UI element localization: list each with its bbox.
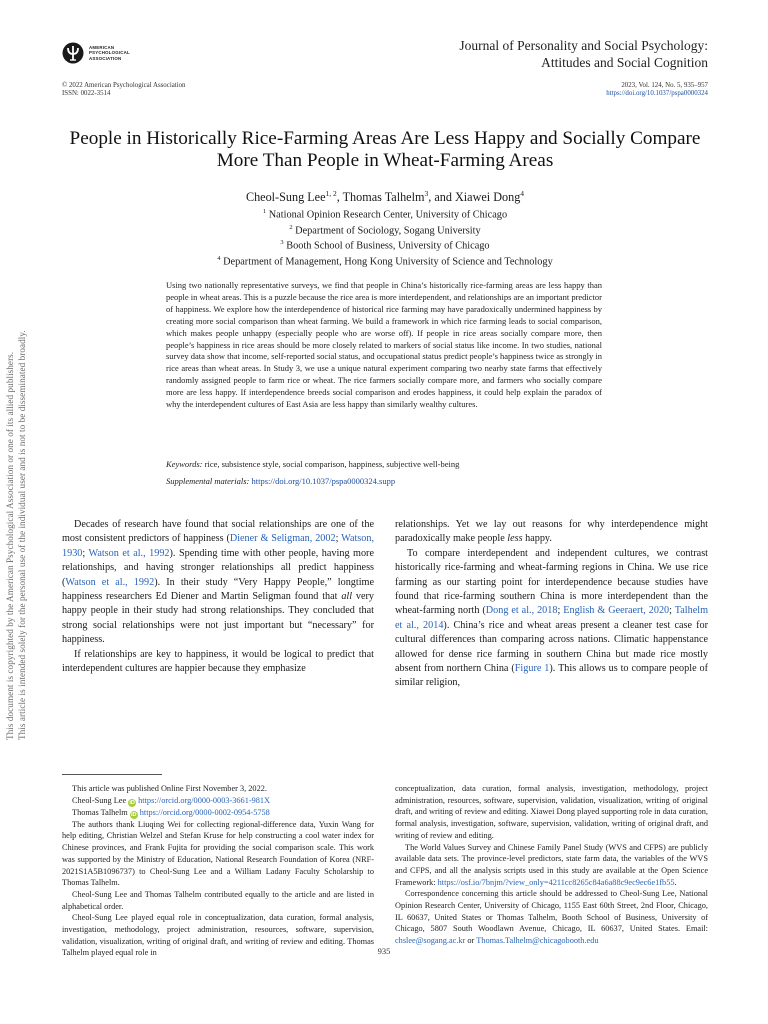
- affiliation-number: 3: [280, 239, 284, 247]
- issn-line: ISSN: 0022-3514: [62, 90, 111, 98]
- text-run: ;: [669, 605, 675, 617]
- text-run: happy.: [522, 533, 552, 545]
- body-paragraph: [395, 518, 708, 547]
- affiliation-text: Department of Management, Hong Kong University of Science and Technology: [220, 256, 553, 268]
- affiliation-text: Department of Sociology, Sogang University: [292, 225, 481, 237]
- text-run: ). In their study “Very Happy People,” longtime happiness researchers Ed Diener and Martin Seligman found that: [62, 576, 374, 603]
- supplemental-materials: [166, 476, 602, 487]
- psi-logo-icon: [62, 42, 84, 64]
- keywords: [166, 459, 602, 470]
- journal-name-line-2: Attitudes and Social Cognition: [541, 54, 708, 70]
- text-run: ;: [335, 533, 342, 545]
- correspondence-text: Correspondence concerning this article should be addressed to Cheol-Sung Lee, National Opinion Research Center, University of Chicago, 1155 East 60th Street, 2nd Floor, Chicago, IL 60637, United States or Thomas Talhelm, Booth School of Business, University of Chicago, 5807 South Woodlawn Avenue, Chicago, IL 60637, United States. Email:: [395, 889, 708, 934]
- copyright-side-note: [4, 270, 38, 740]
- affiliation-text: National Opinion Research Center, University of Chicago: [266, 209, 508, 221]
- citation-link[interactable]: Dong et al., 2018: [485, 605, 558, 617]
- affiliation-number: 4: [217, 254, 221, 262]
- data-availability-text: The World Values Survey and Chinese Family Panel Study (WVS and CFPS) are publicly available data sets. The province-level predictors, state farm data, the variables of the WVS and CFPS, and all the analysis scripts used in this study are available at the Open Science Framework:: [395, 842, 708, 887]
- author-separator: ,: [336, 190, 343, 205]
- author-name: Xiawei Dong: [454, 190, 521, 205]
- orcid-name-1: Cheol-Sung Lee: [72, 795, 127, 805]
- body-column-left: [62, 518, 374, 676]
- author-list: [62, 186, 708, 205]
- emphasis: all: [341, 591, 353, 603]
- footnote-rule: [62, 774, 162, 775]
- affiliation: [62, 206, 708, 222]
- equal-contribution-note: Cheol-Sung Lee and Thomas Talhelm contributed equally to the article and are listed in alphabetical order.: [62, 889, 374, 911]
- text-run: If relationships are key to happiness, it would be logical to predict that interdependent cultures are happier because they emphasize: [62, 648, 374, 675]
- affiliation-number: 1: [262, 208, 267, 215]
- affiliation-list: [62, 206, 708, 269]
- data-availability-end: .: [674, 877, 677, 887]
- affiliation: [62, 222, 708, 238]
- text-run: ;: [82, 547, 89, 559]
- emphasis: less: [507, 533, 523, 545]
- logo-word-3: ASSOCIATION: [89, 55, 122, 61]
- supplemental-label: Supplemental materials:: [166, 476, 250, 486]
- citation-link[interactable]: Watson, 1930: [62, 533, 374, 559]
- affiliation-number: 2: [289, 223, 293, 231]
- page-number: 935: [377, 946, 391, 956]
- author-name: Cheol-Sung Lee: [245, 190, 326, 205]
- affiliation: [62, 237, 708, 253]
- journal-name: [459, 38, 708, 71]
- supplemental-link[interactable]: https://doi.org/10.1037/pspa0000324.supp: [251, 476, 396, 486]
- citation-link[interactable]: Figure 1: [514, 663, 550, 675]
- journal-header: [62, 38, 708, 98]
- copyright-line: © 2022 American Psychological Association: [62, 82, 186, 89]
- author-name: Thomas Talhelm: [342, 190, 425, 205]
- logo-word-2: PSYCHOLOGICAL: [89, 50, 130, 56]
- body-paragraph: [395, 547, 708, 691]
- journal-name-line-1: Journal of Personality and Social Psychology:: [459, 38, 708, 53]
- footnotes-left: [62, 783, 374, 959]
- email-link-1[interactable]: chslee@sogang.ac.kr: [395, 936, 466, 946]
- doi-link[interactable]: https://doi.org/10.1037/pspa0000324: [606, 90, 708, 98]
- keywords-label: Keywords:: [166, 459, 203, 469]
- email-separator: or: [465, 936, 477, 946]
- author-affiliation-marker: 1, 2: [325, 189, 337, 198]
- orcid-line-1: [62, 795, 374, 807]
- text-run: To compare interdependent and independent cultures, we contrast historically rice-farming and wheat-farming regions in China. We use rice farming as our starting point for interdependence because studies have found that rice-farming southern China is more interdependent than the wheat-farming north (: [395, 547, 708, 617]
- text-run: ). This allows us to compare people of similar religion,: [395, 663, 708, 689]
- text-run: relationships. Yet we lay out reasons for why interdependence might paradoxically make people: [395, 519, 708, 545]
- author-roles-right: conceptualization, data curation, formal analysis, investigation, methodology, project administration, resources, software, supervision, validation, visualization, writing of original draft, and writing of review and editing. Xiawei Dong played supporting role in data curation, formal analysis, investigation, software, supervision, validation, writing of original draft, and writing of review and editing.: [395, 784, 708, 840]
- citation-link[interactable]: English & Geeraert, 2020: [563, 605, 670, 617]
- text-run: very happy people in their study had strong relationships. They concluded that strong social relationships were not just important but “necessary” for happiness.: [62, 591, 374, 646]
- author-roles-left: Cheol-Sung Lee played equal role in conceptualization, data curation, formal analysis, investigation, methodology, project administration, resources, software, supervision, validation, visualization, writing of original draft, and writing of review and editing. Thomas Talhelm played equal role in: [62, 913, 374, 958]
- citation-link[interactable]: Watson et al., 1992: [65, 576, 155, 588]
- footnotes-right: [395, 783, 708, 947]
- orcid-link-1[interactable]: https://orcid.org/0000-0003-3661-981X: [138, 795, 271, 805]
- issue-meta: [606, 82, 708, 99]
- author-affiliation-marker: 4: [520, 189, 525, 198]
- orcid-icon: iD: [129, 799, 135, 806]
- abstract: Using two nationally representative surveys, we find that people in China’s historically rice-farming areas are less happy than people in wheat areas. This is a puzzle because the rice area is more interdependent, and relationships are an important predictor of happiness. We explore how the interdependence of historical rice farming may have paradoxically undermined happiness by creating more social comparison than wheat farming. We build a framework in which rice farming leads to social comparison, which makes people unhappy (especially people who are worse off). If people in rice areas socially compare more, then people’s happiness in rice areas should be more closely related to markers of social status like income. In two studies, national survey data show that income, self-reported social status, and occupational status predict people’s happiness twice as strongly in rice areas than wheat areas. In Study 3, we use a unique natural experiment comparing two nearby state farms that effectively randomly assigned people to farm rice or wheat. The rice farmers socially compare more, and farmers who socially compare more are less happy. If interdependence breeds social comparison and erodes happiness, it could help explain the paradox of why the interdependent cultures of East Asia are less happy than similarly wealthy cultures.: [166, 280, 602, 410]
- body-paragraph: [62, 518, 374, 648]
- published-note: This article was published Online First November 3, 2022.: [72, 784, 267, 793]
- copyright-meta: [62, 82, 186, 99]
- author-separator: , and: [428, 190, 455, 205]
- orcid-name-2: Thomas Talhelm: [72, 807, 128, 817]
- email-link-2[interactable]: Thomas.Talhelm@chicagobooth.edu: [476, 936, 599, 946]
- data-availability: [395, 842, 708, 889]
- body-column-right: [395, 518, 708, 691]
- logo-word-1: AMERICAN: [89, 44, 115, 50]
- side-note-line-2: This article is intended solely for the personal use of the individual user and is not to be disseminated broadly.: [17, 330, 27, 740]
- text-run: ). Spending time with other people, having more relationships, and having stronger relationships all predict happiness (: [62, 547, 374, 588]
- article-title: People in Historically Rice-Farming Areas Are Less Happy and Socially Compare More Than People in Wheat-Farming Areas: [69, 128, 701, 171]
- text-run: ;: [557, 605, 564, 617]
- text-run: Decades of research have found that social relationships are one of the most consistent predictors of happiness (: [62, 519, 374, 545]
- orcid-icon: iD: [130, 811, 137, 818]
- volume-line: 2023, Vol. 124, No. 5, 935–957: [621, 82, 708, 89]
- citation-link[interactable]: Watson et al., 1992: [88, 547, 170, 559]
- affiliation: [62, 253, 708, 269]
- citation-link[interactable]: Diener & Seligman, 2002: [229, 533, 336, 545]
- osf-link[interactable]: https://osf.io/7bnjm/?view_only=4211cc8265c84a6a88c9ec9ec6e1fb55: [437, 877, 675, 887]
- citation-link[interactable]: Talhelm et al., 2014: [395, 605, 708, 631]
- keywords-text: rice, subsistence style, social comparison, happiness, subjective well-being: [202, 459, 460, 469]
- acknowledgements: The authors thank Liuqing Wei for collecting regional-difference data, Yuxin Wang for help editing, Christian Welzel and Stefan Kruse for help constructing a cool water index for Chinese provinces, and Frank Fujita for providing the social comparison scale. This work was supported by the Ministry of Education, National Research Foundation of Korea (NRF-2021S1A5B1096737) to Cheol-Sung Lee and a William Ladany Faculty Scholarship to Thomas Talhelm.: [62, 819, 374, 888]
- text-run: ). China’s rice and wheat areas present a cleaner test case for cultural differences than comparing across nations. Climatic happenstance allowed for dense rice farming in southern China but made rice mostly absent from northern China (: [395, 619, 708, 675]
- correspondence: [395, 888, 708, 947]
- publisher-logo: [62, 42, 130, 64]
- body-paragraph: [62, 648, 374, 677]
- side-note-line-1: This document is copyrighted by the American Psychological Association or one of its allied publishers.: [5, 351, 15, 740]
- orcid-line-2: [62, 807, 374, 819]
- orcid-link-2[interactable]: https://orcid.org/0000-0002-0954-5758: [139, 807, 270, 817]
- affiliation-text: Booth School of Business, University of Chicago: [283, 240, 490, 252]
- author-affiliation-marker: 3: [424, 189, 429, 198]
